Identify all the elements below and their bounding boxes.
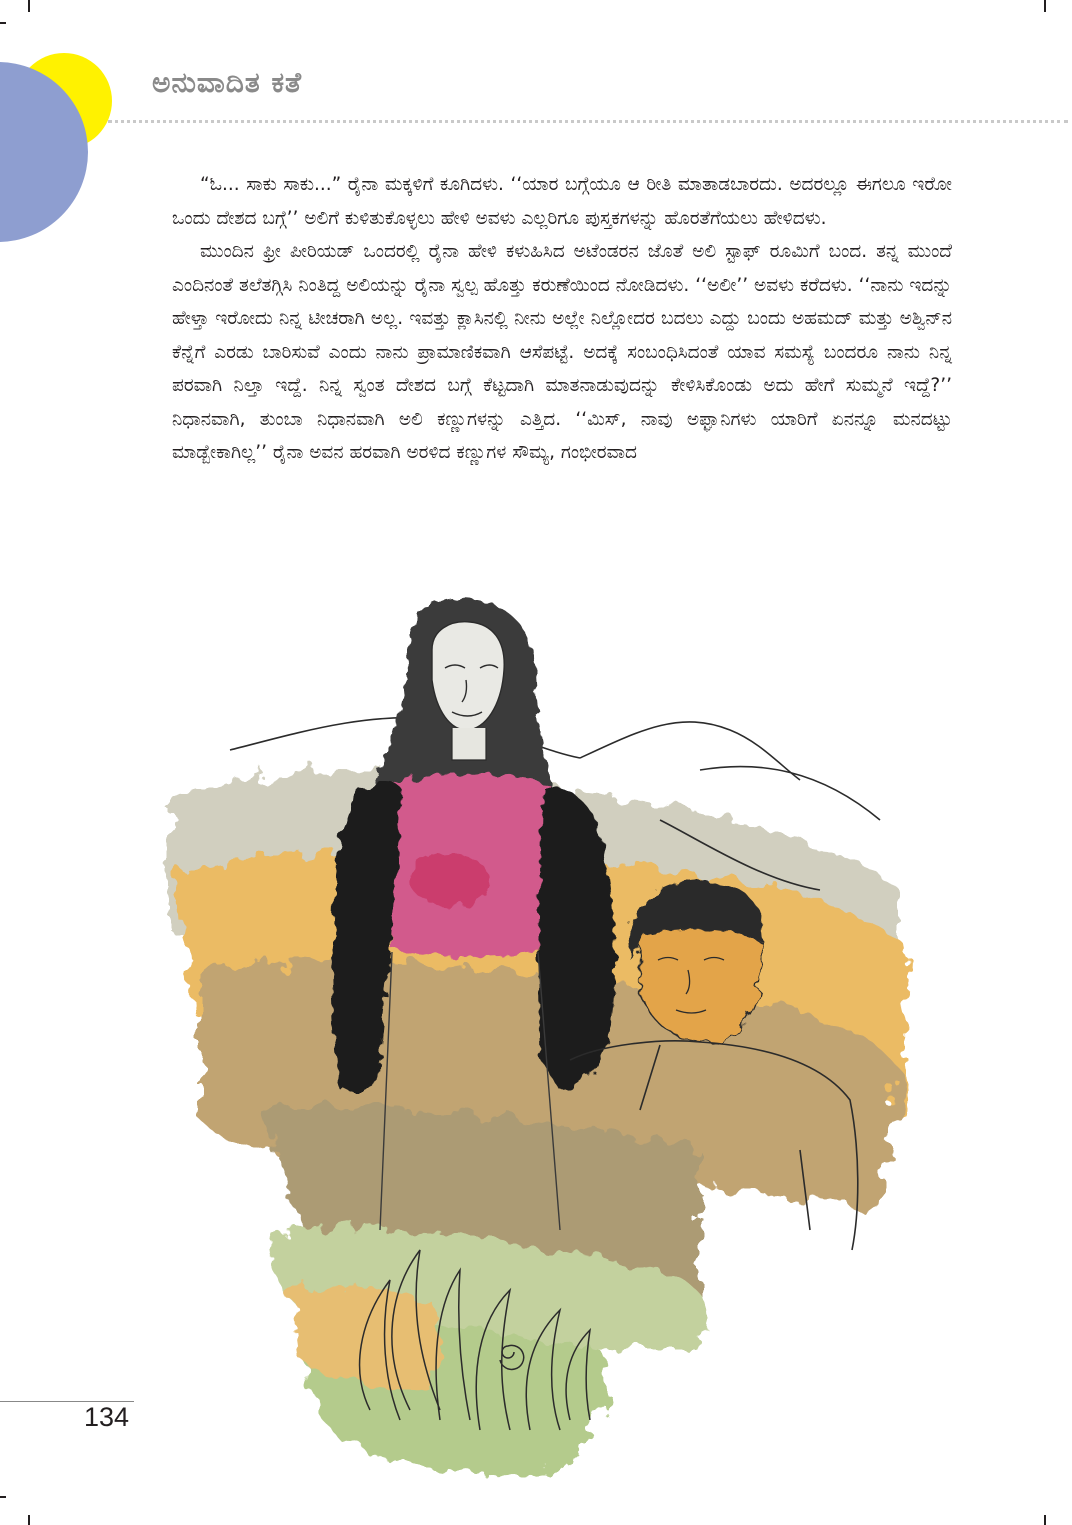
crop-mark-bottom-left (28, 1515, 30, 1525)
crop-mark-bottom-right (1044, 1515, 1046, 1525)
crop-mark-top-left (28, 0, 30, 12)
crop-mark-left-top (0, 22, 6, 24)
paragraph: “ಓ... ಸಾಕು ಸಾಕು...” ರೈನಾ ಮಕ್ಕಳಿಗೆ ಕೂಗಿದಳು. ‘‘ಯಾರ ಬಗ್ಗೆಯೂ ಆ ರೀತಿ ಮಾತಾಡಬಾರದು. ಅದರಲ್ಲೂ ಈಗಲೂ ಇರೋ ಒಂದು ದೇಶದ ಬಗ್ಗೆ’’ ಅಲಿಗೆ ಕುಳಿತುಕೊಳ್ಳಲು ಹೇಳಿ ಅವಳು ಎಲ್ಲರಿಗೂ ಪುಸ್ತಕಗಳನ್ನು ಹೊರತೆಗೆಯಲು ಹೇಳಿದಳು. (172, 174, 952, 229)
crop-mark-top-right (1044, 0, 1046, 12)
header-divider (108, 120, 1068, 123)
section-title: ಅನುವಾದಿತ ಕತೆ (152, 66, 303, 99)
crop-mark-left-bottom (0, 1496, 6, 1498)
story-text (172, 168, 952, 470)
story-illustration (140, 590, 920, 1490)
paragraph: ಮುಂದಿನ ಫ್ರೀ ಪೀರಿಯಡ್ ಒಂದರಲ್ಲಿ ರೈನಾ ಹೇಳಿ ಕಳುಹಿಸಿದ ಅಟೆಂಡರನ ಜೊತೆ ಅಲಿ ಸ್ಟಾಫ್ ರೂಮಿಗೆ ಬಂದ. ತನ್ನ ಮುಂದೆ ಎಂದಿನಂತೆ ತಲೆತಗ್ಗಿಸಿ ನಿಂತಿದ್ದ ಅಲಿಯನ್ನು ರೈನಾ ಸ್ವಲ್ಪ ಹೊತ್ತು ಕರುಣೆಯಿಂದ ನೋಡಿದಳು. ‘‘ಅಲೀ’’ ಅವಳು ಕರೆದಳು. ‘‘ನಾನು ಇದನ್ನು ಹೇಳ್ತಾ ಇರೋದು ನಿನ್ನ ಟೀಚರಾಗಿ ಅಲ್ಲ. ಇವತ್ತು ಕ್ಲಾಸಿನಲ್ಲಿ ನೀನು ಅಲ್ಲೇ ನಿಲ್ಲೋದರ ಬದಲು ಎದ್ದು ಬಂದು ಅಹಮದ್ ಮತ್ತು ಅಶ್ವಿನ್‌ನ ಕೆನ್ನೆಗೆ ಎರಡು ಬಾರಿಸುವೆ ಎಂದು ನಾನು ಪ್ರಾಮಾಣಿಕವಾಗಿ ಆಸೆಪಟ್ಟೆ. ಅದಕ್ಕೆ ಸಂಬಂಧಿಸಿದಂತೆ ಯಾವ ಸಮಸ್ಯೆ ಬಂದರೂ ನಾನು ನಿನ್ನ ಪರವಾಗಿ ನಿಲ್ತಾ ಇದ್ದೆ. ನಿನ್ನ ಸ್ವಂತ ದೇಶದ ಬಗ್ಗೆ ಕೆಟ್ಟದಾಗಿ ಮಾತನಾಡುವುದನ್ನು ಕೇಳಿಸಿಕೊಂಡು ಅದು ಹೇಗೆ ಸುಮ್ಮನೆ ಇದ್ದೆ?’’ ನಿಧಾನವಾಗಿ, ತುಂಬಾ ನಿಧಾನವಾಗಿ ಅಲಿ ಕಣ್ಣುಗಳನ್ನು ಎತ್ತಿದ. ‘‘ಮಿಸ್, ನಾವು ಅಫ್ಘಾನಿಗಳು ಯಾರಿಗೆ ಏನನ್ನೂ ಮನದಟ್ಟು ಮಾಡ್ಬೇಕಾಗಿಲ್ಲ’’ ರೈನಾ ಅವನ ಹರವಾಗಿ ಅರಳಿದ ಕಣ್ಣುಗಳ ಸೌಮ್ಯ, ಗಂಭೀರವಾದ (172, 241, 952, 463)
page-number: 134 (84, 1402, 130, 1432)
